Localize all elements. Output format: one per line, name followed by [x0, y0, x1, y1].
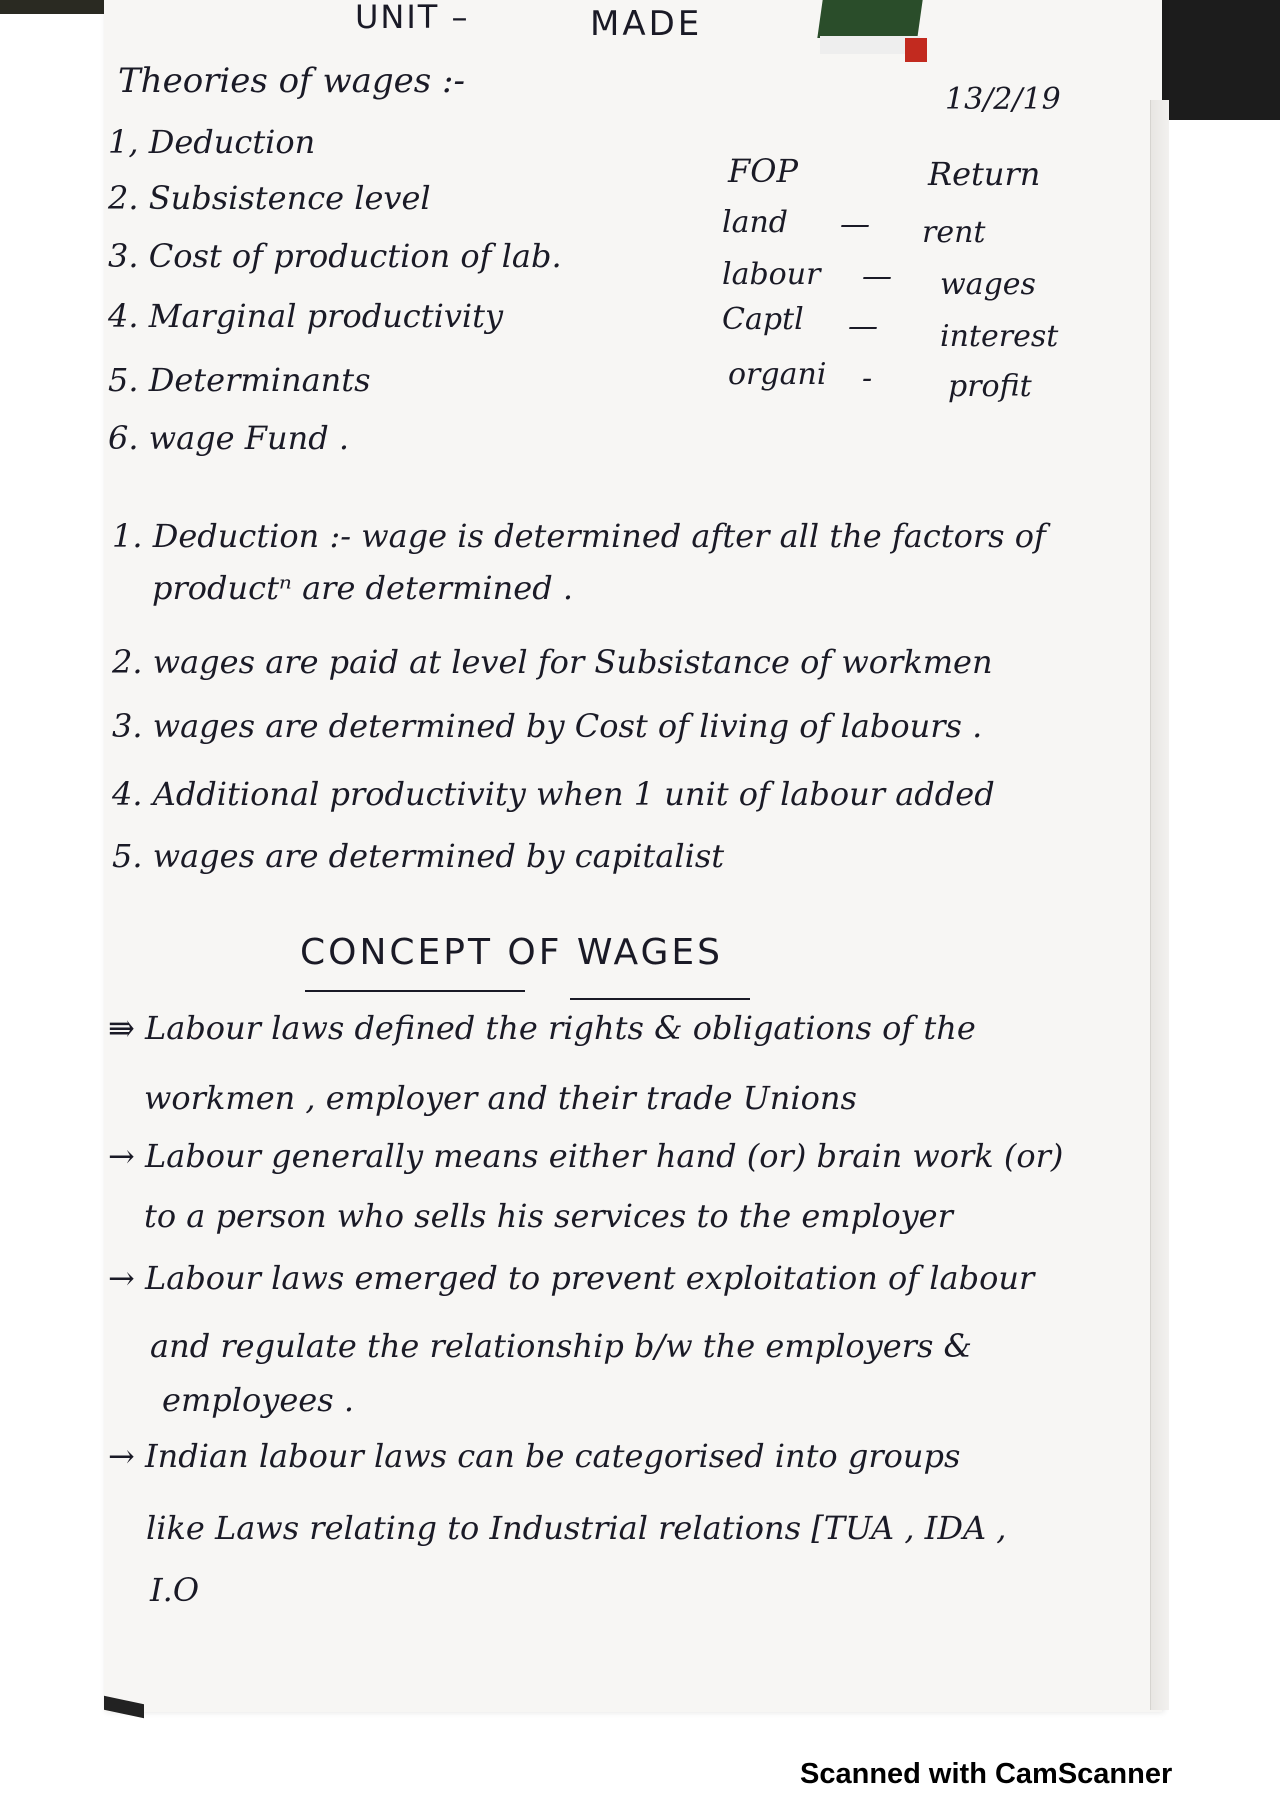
theory-item: 6. wage Fund . — [108, 419, 350, 457]
theory-item: 2. Subsistence level — [108, 179, 431, 217]
concept-point-line: workmen , employer and their trade Unions — [144, 1079, 857, 1117]
fop-return: wages — [940, 267, 1036, 302]
fop-factor: labour — [722, 257, 821, 292]
fop-dash: — — [862, 259, 892, 294]
tape-red-mark — [905, 38, 927, 62]
concept-point-line: I.O — [150, 1571, 200, 1609]
background-corner — [1160, 0, 1280, 120]
fop-dash: - — [862, 361, 873, 396]
fop-return: interest — [940, 319, 1059, 354]
theory-item: 3. Cost of production of lab. — [108, 237, 562, 275]
fop-factor: Captl — [722, 302, 804, 337]
header-made: MADE — [590, 4, 703, 44]
heading-underline — [305, 990, 525, 992]
fop-header: FOP — [728, 152, 798, 190]
return-header: Return — [928, 155, 1041, 193]
concept-point-line: to a person who sells his services to the employer — [144, 1197, 953, 1235]
explanation-line: 2. wages are paid at level for Subsistance of workmen — [112, 643, 993, 681]
concept-point-line: → Labour generally means either hand (or) brain work (or) — [108, 1137, 1064, 1175]
tape-piece — [817, 0, 922, 38]
explanation-line: 5. wages are determined by capitalist — [112, 837, 725, 875]
fop-return: profit — [948, 369, 1032, 404]
section-heading: CONCEPT OF WAGES — [300, 932, 724, 973]
theory-item: 1, Deduction — [108, 123, 316, 161]
heading-underline — [570, 998, 750, 1000]
page-date: 13/2/19 — [945, 82, 1061, 117]
page-edge — [1150, 100, 1169, 1710]
theory-item: 4. Marginal productivity — [108, 297, 504, 335]
fop-dash: — — [848, 309, 878, 344]
theory-item: 5. Determinants — [108, 361, 371, 399]
scanner-watermark: Scanned with CamScanner — [800, 1758, 1173, 1790]
concept-point-line: → Indian labour laws can be categorised into groups — [108, 1437, 961, 1475]
concept-point-line: ⇛ Labour laws defined the rights & obligations of the — [108, 1009, 976, 1047]
fop-factor: land — [722, 205, 789, 240]
concept-point-line: like Laws relating to Industrial relations [TUA , IDA , — [146, 1509, 1007, 1547]
explanation-line: productⁿ are determined . — [152, 569, 574, 607]
concept-point-line: → Labour laws emerged to prevent exploitation of labour — [108, 1259, 1035, 1297]
fop-return: rent — [922, 215, 986, 250]
concept-point-line: and regulate the relationship b/w the employers & — [150, 1327, 973, 1365]
fop-factor: organi — [728, 357, 827, 392]
page-title: Theories of wages :- — [118, 61, 465, 101]
explanation-line: 3. wages are determined by Cost of living of labours . — [112, 707, 983, 745]
header-unit: UNIT – — [355, 0, 470, 36]
background-strip — [0, 0, 110, 14]
concept-point-line: employees . — [162, 1381, 354, 1419]
explanation-line: 1. Deduction :- wage is determined after all the factors of — [112, 517, 1046, 555]
fop-dash: — — [840, 207, 870, 242]
explanation-line: 4. Additional productivity when 1 unit of labour added — [112, 775, 995, 813]
